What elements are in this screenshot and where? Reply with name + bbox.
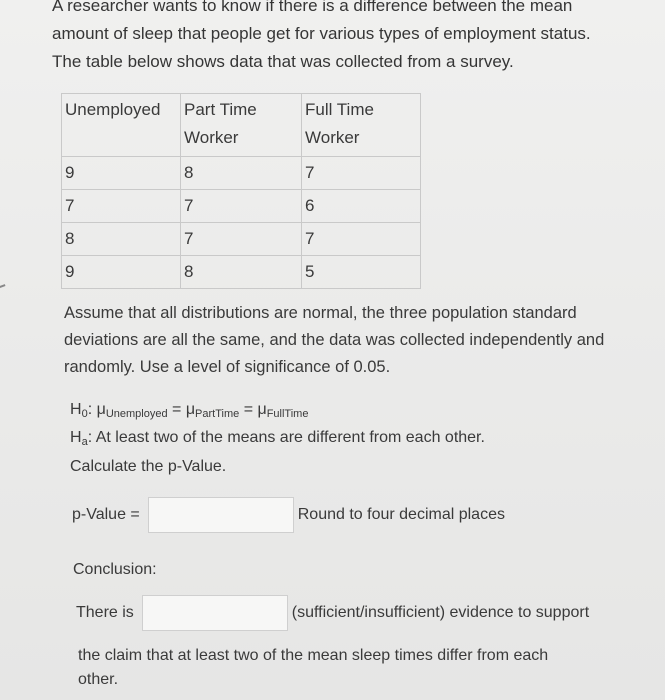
calculate-instruction: Calculate the p-Value. xyxy=(70,458,227,475)
claim-line-1: the claim that at least two of the mean sleep times differ from each xyxy=(78,647,549,664)
table-cell: 7 xyxy=(181,223,302,256)
pvalue-hint: Round to four decimal places xyxy=(297,506,505,523)
assumption-line-3: randomly. Use a level of significance of 0.05. xyxy=(64,358,391,376)
mu-subscript: FullTime xyxy=(266,408,309,420)
h0-subscript: 0 xyxy=(81,408,88,420)
header-part-time xyxy=(181,94,302,157)
table-header-row xyxy=(62,94,421,157)
mu-subscript: PartTime xyxy=(195,408,240,420)
assumption-line-2: deviations are all the same, and the data was collected independently and xyxy=(64,331,605,349)
conclusion-prefix: There is xyxy=(76,604,134,621)
h0-symbol: H xyxy=(70,401,82,418)
table-row xyxy=(62,256,421,289)
header-label: Worker xyxy=(184,128,239,147)
header-label: Worker xyxy=(305,128,360,147)
table-row xyxy=(62,223,421,256)
mu-subscript: Unemployed xyxy=(105,408,168,420)
equals-sign: = xyxy=(239,401,258,418)
ha-symbol: H xyxy=(70,429,82,446)
pvalue-input[interactable] xyxy=(148,497,294,533)
claim-text xyxy=(78,644,618,692)
null-hypothesis xyxy=(70,398,485,426)
edge-mark xyxy=(0,284,7,292)
table-cell: 7 xyxy=(302,223,421,256)
intro-line-2: amount of sleep that people get for various types of employment status. xyxy=(52,24,591,43)
sleep-data-table xyxy=(61,93,421,289)
table-row xyxy=(62,157,421,190)
header-label: Full Time xyxy=(305,100,374,119)
ha-subscript: a xyxy=(81,436,88,448)
hypotheses xyxy=(70,398,485,454)
table-cell: 8 xyxy=(181,157,302,190)
conclusion-label: Conclusion: xyxy=(73,561,157,578)
table-cell: 7 xyxy=(181,190,302,223)
assumption-line-1: Assume that all distributions are normal, the three population standard xyxy=(64,304,577,322)
conclusion-suffix: (sufficient/insufficient) evidence to support xyxy=(291,604,590,621)
problem-statement xyxy=(52,0,652,76)
h0-colon: : xyxy=(87,401,93,418)
assumptions-text xyxy=(64,300,644,381)
intro-line-1: A researcher wants to know if there is a difference between the mean xyxy=(52,0,573,15)
pvalue-row xyxy=(72,497,505,533)
mu-symbol: μ xyxy=(96,401,106,418)
header-full-time xyxy=(302,94,421,157)
claim-line-2: other. xyxy=(78,671,119,688)
table-cell: 9 xyxy=(62,256,181,289)
table-cell: 5 xyxy=(302,256,421,289)
equals-sign: = xyxy=(167,401,186,418)
mu-symbol: μ xyxy=(257,401,267,418)
conclusion-row xyxy=(76,595,589,631)
header-unemployed xyxy=(62,94,181,157)
table-cell: 8 xyxy=(62,223,181,256)
table-row xyxy=(62,190,421,223)
table-cell: 9 xyxy=(62,157,181,190)
table-cell: 7 xyxy=(62,190,181,223)
pvalue-label: p-Value = xyxy=(72,506,140,523)
header-label: Unemployed xyxy=(65,100,161,119)
table-cell: 6 xyxy=(302,190,421,223)
intro-line-3: The table below shows data that was collected from a survey. xyxy=(52,52,514,71)
table-cell: 7 xyxy=(302,157,421,190)
alternative-hypothesis xyxy=(70,426,485,454)
header-label: Part Time xyxy=(184,100,257,119)
evidence-input[interactable] xyxy=(142,595,288,631)
table-cell: 8 xyxy=(181,256,302,289)
mu-symbol: μ xyxy=(185,401,196,418)
ha-text: : At least two of the means are different from each other. xyxy=(87,429,485,446)
